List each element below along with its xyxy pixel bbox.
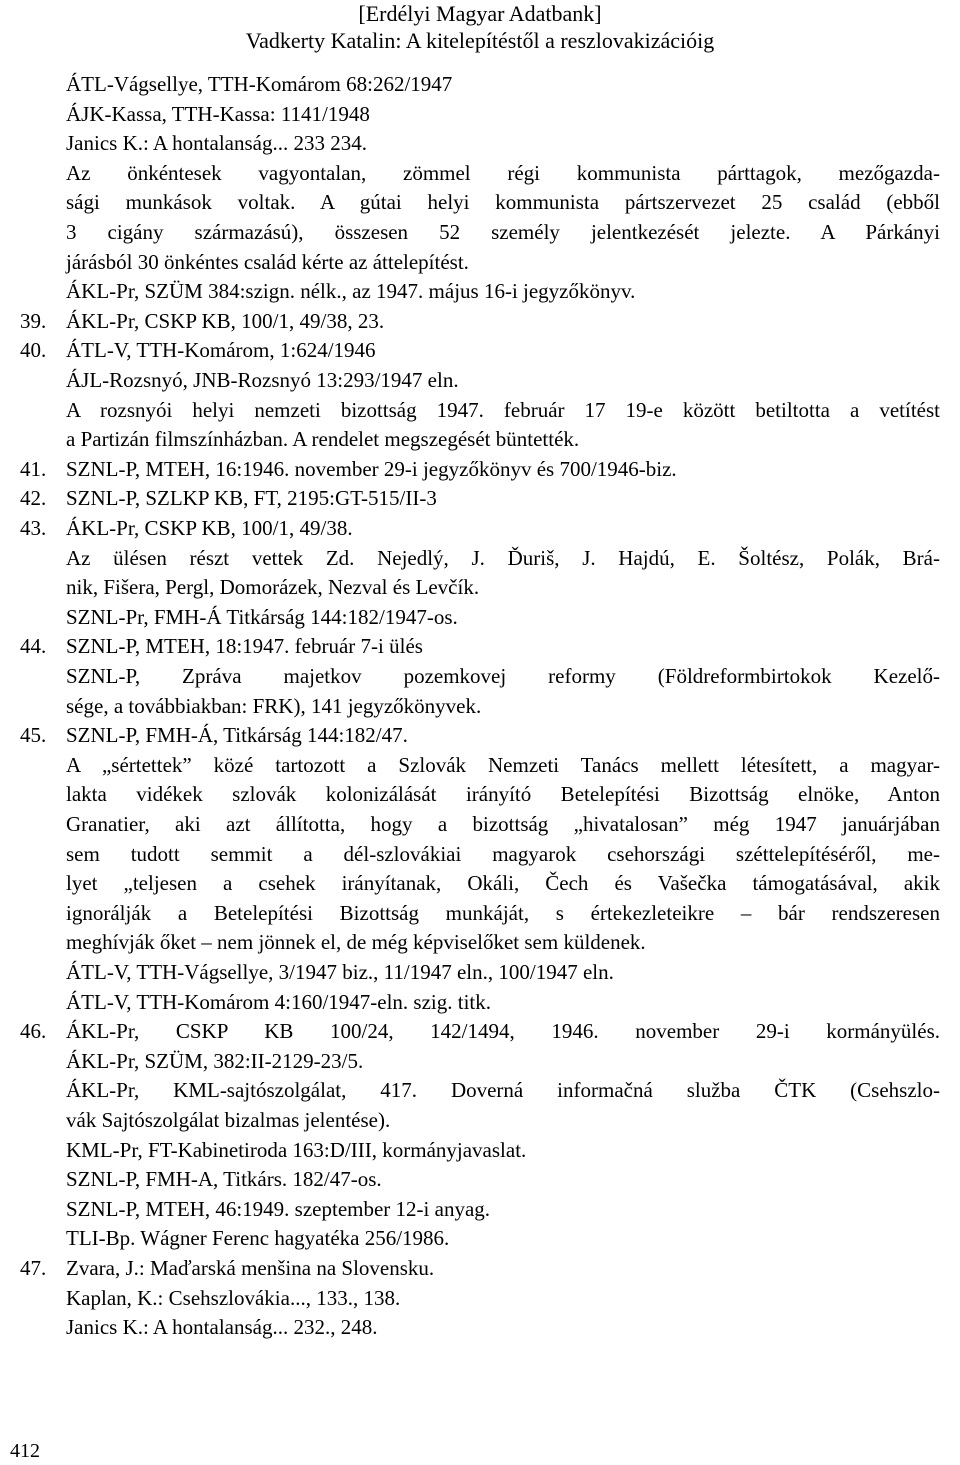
note-text: SZNL-P, FMH-Á, Titkárság 144:182/47. — [66, 723, 408, 748]
note-text: ÁKL-Pr, SZÜM, 382:II-2129-23/5. — [66, 1048, 364, 1073]
note-text: TLI-Bp. Wágner Ferenc hagyatéka 256/1986. — [66, 1226, 450, 1251]
note-text: meghívják őket – nem jönnek el, de még képviselőket sem küldenek. — [66, 930, 646, 955]
note-text: lakta vidékek szlovák kolonizálását irányító Betelepítési Bizottság elnöke, Anton — [66, 782, 940, 807]
note-text: ÁTL-Vágsellye, TTH-Komárom 68:262/1947 — [66, 72, 453, 96]
note-text: a Partizán filmszínházban. A rendelet megszegését büntették. — [66, 427, 580, 452]
note-text: 3 cigány származású), összesen 52 személy jelentkezését jelezte. A Párkányi — [66, 220, 940, 244]
note-text: sági munkások voltak. A gútai helyi kommunista pártszervezet 25 család (ebből — [66, 190, 940, 215]
note-text: ÁKL-Pr, CSKP KB, 100/1, 49/38. — [66, 516, 353, 540]
note-text: ÁKL-Pr, CSKP KB 100/24, 142/1494, 1946. november 29-i kormányülés. — [66, 1019, 940, 1044]
note-number: 43. — [20, 516, 47, 540]
note-text: járásból 30 önkéntes család kérte az áttelepítést. — [66, 249, 469, 274]
note-text: ÁJK-Kassa, TTH-Kassa: 1141/1948 — [66, 101, 370, 126]
note-text: SZNL-P, Zpráva majetkov pozemkovej reformy (Földreformbirtokok Kezelő- — [66, 664, 940, 688]
note-number: 47. — [20, 1256, 47, 1280]
note-text: SZNL-P, SZLKP KB, FT, 2195:GT-515/II-3 — [66, 486, 437, 511]
note-number: 45. — [20, 723, 47, 748]
note-text: ÁKL-Pr, SZÜM 384:szign. nélk., az 1947. május 16-i jegyzőkönyv. — [66, 279, 636, 304]
note-text: ÁKL-Pr, CSKP KB, 100/1, 49/38, 23. — [66, 308, 385, 333]
header-title: Vadkerty Katalin: A kitelepítéstől a reszlovakizációig — [245, 28, 715, 53]
note-text: Az önkéntesek vagyontalan, zömmel régi kommunista párttagok, mezőgazda- — [66, 160, 940, 185]
note-text: SZNL-P, MTEH, 16:1946. november 29-i jegyzőkönyv és 700/1946-biz. — [66, 456, 677, 481]
page-number: 412 — [10, 1440, 40, 1462]
note-number: 42. — [20, 486, 47, 511]
note-text: vák Sajtószolgálat bizalmas jelentése). — [66, 1108, 391, 1132]
note-text: ÁTL-V, TTH-Komárom, 1:624/1946 — [66, 338, 376, 363]
note-text: sége, a továbbiakban: FRK), 141 jegyzőkönyvek. — [66, 693, 482, 718]
note-text: SZNL-P, MTEH, 46:1949. szeptember 12-i anyag. — [66, 1196, 491, 1221]
note-text: ignorálják a Betelepítési Bizottság munkáját, s értekezleteikre – bár rendszeresen — [66, 900, 940, 925]
note-text: ÁKL-Pr, KML-sajtószolgálat, 417. Doverná informačná služba ČTK (Csehszlo- — [66, 1078, 940, 1103]
header-source: [Erdélyi Magyar Adatbank] — [358, 1, 602, 26]
note-text: Kaplan, K.: Csehszlovákia..., 133., 138. — [66, 1285, 401, 1310]
note-text: lyet „teljesen a csehek irányítanak, Okáli, Čech és Vašečka támogatásával, akik — [66, 871, 940, 896]
note-number: 46. — [20, 1019, 47, 1044]
note-text: A „sértettek” közé tartozott a Szlovák Nemzeti Tanács mellett létesített, a magyar- — [66, 752, 940, 777]
note-text: KML-Pr, FT-Kabinetiroda 163:D/III, kormányjavaslat. — [66, 1137, 527, 1162]
note-text: Zvara, J.: Maďarská menšina na Slovensku. — [66, 1256, 435, 1280]
note-text: SZNL-Pr, FMH-Á Titkárság 144:182/1947-os. — [66, 604, 458, 629]
note-text: SZNL-P, FMH-A, Titkárs. 182/47-os. — [66, 1167, 382, 1192]
note-number: 40. — [20, 338, 47, 363]
note-number: 39. — [20, 308, 47, 333]
note-number: 41. — [20, 456, 47, 481]
note-text: ÁJL-Rozsnyó, JNB-Rozsnyó 13:293/1947 eln. — [66, 368, 459, 392]
note-text: Az ülésen részt vettek Zd. Nejedlý, J. Ďuriš, J. Hajdú, E. Šoltész, Polák, Brá- — [66, 545, 940, 570]
note-text: ÁTL-V, TTH-Komárom 4:160/1947-eln. szig. titk. — [66, 989, 492, 1014]
note-text: Janics K.: A hontalanság... 233 234. — [66, 131, 367, 156]
note-text: Granatier, aki azt állította, hogy a bizottság „hivatalosan” még 1947 januárjában — [66, 812, 940, 836]
note-text: sem tudott semmit a dél-szlovákiai magyarok csehországi széttelepítéséről, me- — [66, 841, 940, 866]
note-text: ÁTL-V, TTH-Vágsellye, 3/1947 biz., 11/1947 eln., 100/1947 eln. — [66, 960, 614, 984]
note-text: SZNL-P, MTEH, 18:1947. február 7-i ülés — [66, 634, 423, 659]
note-number: 44. — [20, 634, 47, 659]
note-text: Janics K.: A hontalanság... 232., 248. — [66, 1315, 378, 1340]
note-text: A rozsnyói helyi nemzeti bizottság 1947. február 17 19-e között betiltotta a vetítést — [66, 397, 940, 422]
note-text: nik, Fišera, Pergl, Domorázek, Nezval és Levčík. — [66, 575, 480, 600]
